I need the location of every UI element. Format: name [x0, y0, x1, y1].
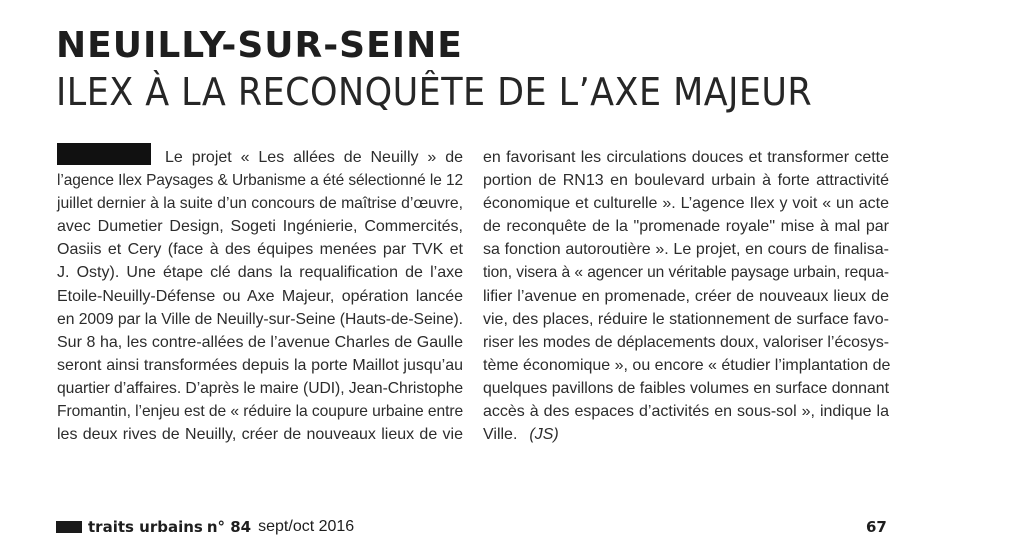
text-line: l’agence Ilex Paysages & Urbanisme a été sélectionné le 12: [57, 172, 463, 190]
text-line: quelques pavillons de faibles volumes en surface donnant: [483, 379, 889, 397]
text-line: riser les modes de déplacements doux, valoriser l’écosys-: [483, 333, 889, 351]
text-line: de reconquête de la "promenade royale" mise à mal par: [483, 218, 889, 236]
article-column-right: [483, 146, 889, 446]
text-line: Fromantin, l’enjeu est de « réduire la coupure urbaine entre: [57, 403, 464, 421]
text-line: en 2009 par la Ville de Neuilly-sur-Seine (Hauts-de-Seine).: [57, 310, 463, 328]
magazine-name: traits urbains: [88, 518, 203, 536]
footer-bar-icon: [56, 521, 82, 533]
text-line: Etoile-Neuilly-Défense ou Axe Majeur, opération lancée: [57, 287, 463, 305]
text-line: juillet dernier à la suite d’un concours de maîtrise d’œuvre,: [57, 195, 463, 213]
text-line: Oasiis et Cery (face à des équipes menées par TVK et: [57, 241, 463, 259]
text-line: tème économique », ou encore « étudier l’implantation de: [483, 356, 891, 374]
text-line: lifier l’avenue en promenade, créer de nouveaux lieux de: [483, 287, 889, 305]
page-number: 67: [866, 518, 887, 536]
text-line: J. Osty). Une étape clé dans la requalification de l’axe: [57, 264, 463, 282]
text-line: les deux rives de Neuilly, créer de nouveaux lieux de vie: [57, 426, 463, 444]
text-line: seront ainsi transformées depuis la porte Maillot jusqu’au: [57, 356, 463, 374]
author-signature: (JS): [529, 426, 559, 444]
issue-date: sept/oct 2016: [258, 518, 355, 535]
text-line: portion de RN13 en boulevard urbain à forte attractivité: [483, 172, 889, 190]
issue-number: n° 84: [206, 518, 252, 536]
text-line: quartier d’affaires. D’après le maire (UDI), Jean-Christophe: [57, 379, 464, 397]
text-line: en favorisant les circulations douces et transformer cette: [483, 149, 889, 166]
article-headline: ILEX À LA RECONQUÊTE DE L’AXE MAJEUR: [56, 70, 813, 114]
text-line-content: Le projet « Les allées de Neuilly » de: [165, 149, 463, 166]
text-line: [57, 146, 463, 169]
article-kicker: NEUILLY-SUR-SEINE: [56, 25, 463, 66]
text-line: vie, des places, réduire le stationnement de surface favo-: [483, 310, 889, 328]
text-line: tion, visera à « agencer un véritable paysage urbain, requa-: [483, 264, 889, 282]
text-line: Sur 8 ha, les contre-allées de l’avenue Charles de Gaulle: [57, 333, 463, 351]
text-line-content: Ville.: [483, 426, 518, 444]
text-line-final: [483, 423, 889, 446]
redaction-block: [57, 143, 151, 165]
text-line: sa fonction autoroutière ». Le projet, en cours de finalisa-: [483, 241, 889, 259]
text-line: accès à des espaces d’activités en sous-sol », indique la: [483, 403, 889, 421]
article-column-left: [57, 146, 463, 446]
text-line: avec Dumetier Design, Sogeti Ingénierie, Commercités,: [57, 218, 463, 236]
page-footer: [56, 518, 354, 536]
text-line: économique et culturelle ». L’agence Ilex y voit « un acte: [483, 195, 889, 213]
